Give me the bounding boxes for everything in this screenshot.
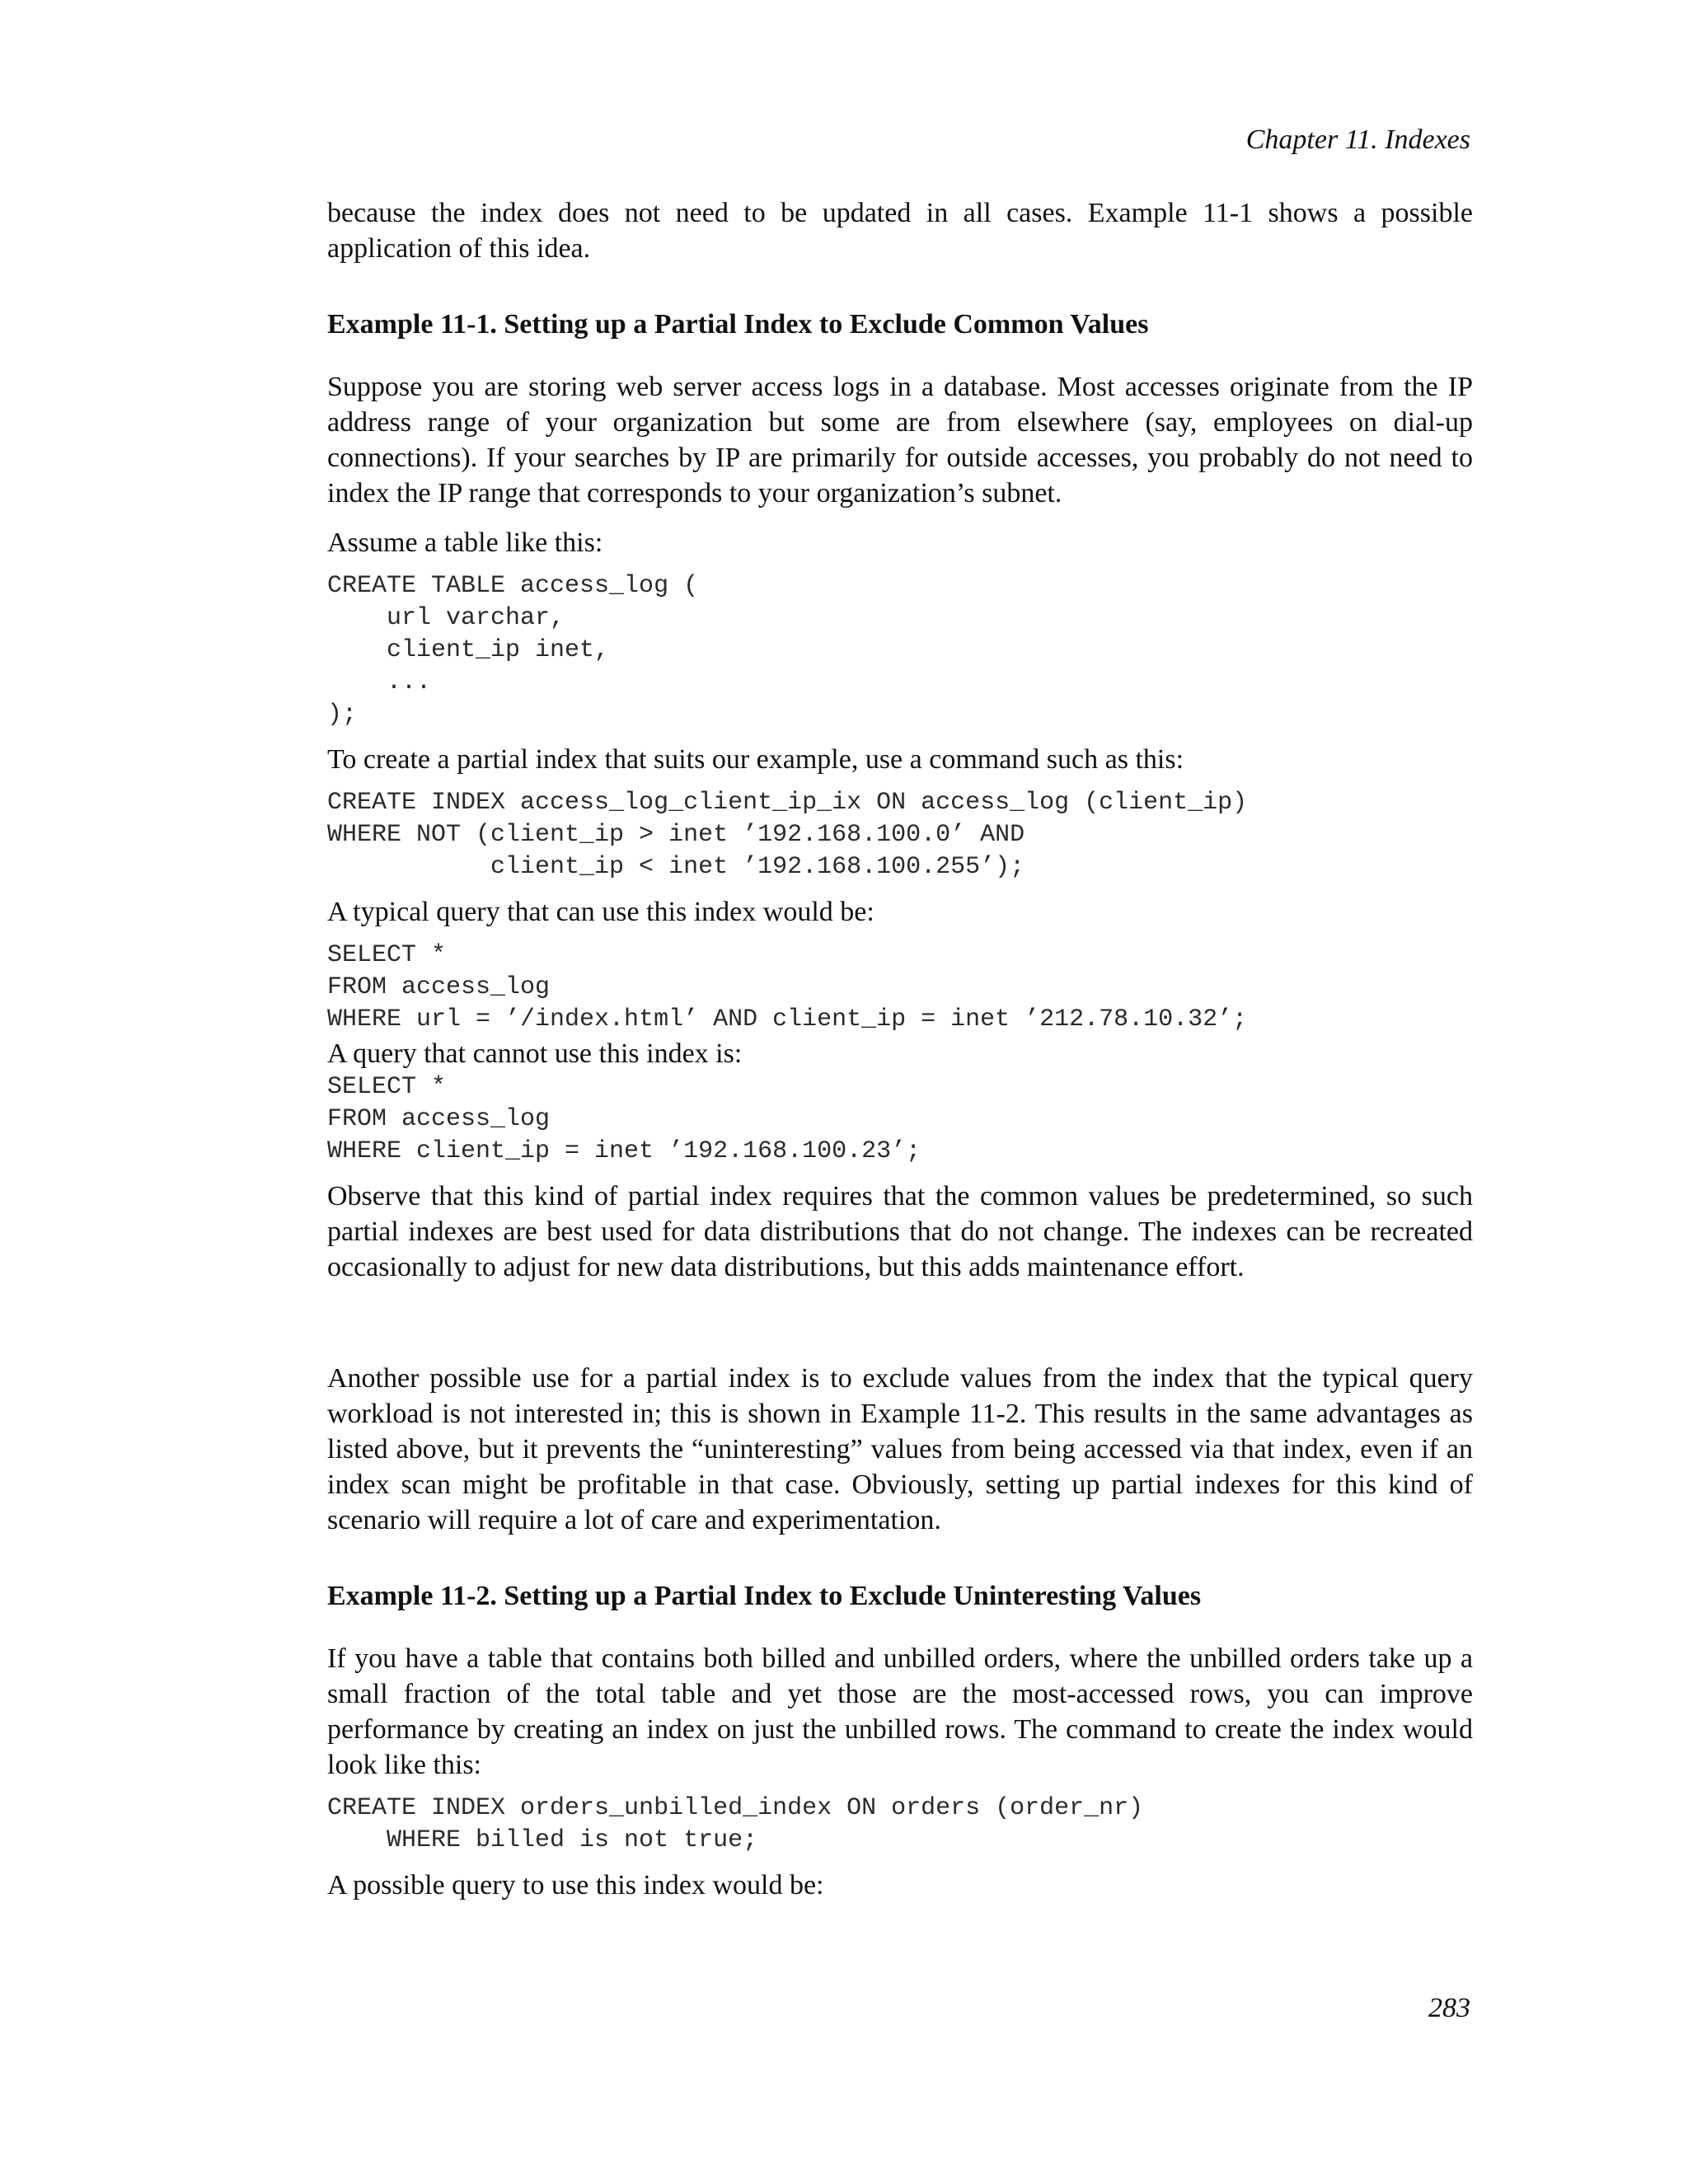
page-number: 283 (1428, 1993, 1470, 2023)
page-content (327, 195, 1473, 1903)
example-11-1-paragraph-4: A typical query that can use this index would be: (327, 897, 874, 927)
middle-paragraph: Another possible use for a partial index is to exclude values from the index that the typical query workload is not interested in; this is shown in Example 11-2. This results in the same advantages as listed above, but it prevents the “uninteresting” values from being accessed via that index, even if an index scan might be profitable in that case. Obviously, setting up partial indexes for this kind of scenario will require a lot of care and experimentation. (327, 1363, 1473, 1535)
example-11-1-paragraph-6: Observe that this kind of partial index requires that the common values be predetermined, so such partial indexes are best used for data distributions that do not change. The indexes can be recreated occasionally to adjust for new data distributions, but this adds maintenance effort. (327, 1181, 1473, 1282)
code-typical-query: SELECT * FROM access_log WHERE url = ’/index.html’ AND client_ip = inet ’212.78.10.32’; (327, 941, 1248, 1033)
example-11-1-paragraph-2: Assume a table like this: (327, 527, 603, 558)
code-create-partial-index: CREATE INDEX orders_unbilled_index ON orders (order_nr) WHERE billed is not true; (327, 1794, 1144, 1854)
example-11-1-title: Example 11-1. Setting up a Partial Index to Exclude Common Values (327, 309, 1149, 340)
example-11-1-paragraph-5: A query that cannot use this index is: (327, 1038, 743, 1069)
example-11-2 (327, 1578, 1473, 1903)
example-11-2-paragraph-1: If you have a table that contains both billed and unbilled orders, where the unbilled orders take up a small fraction of the total table and yet those are the most-accessed rows, you can improve performance by creating an index on just the unbilled rows. The command to create the index would look like this: (327, 1643, 1473, 1780)
intro-paragraph: because the index does not need to be updated in all cases. Example 11-1 shows a possible application of this idea. (327, 198, 1473, 264)
chapter-header: Chapter 11. Indexes (1245, 124, 1470, 155)
example-11-1-paragraph-1: Suppose you are storing web server access logs in a database. Most accesses originate from the IP address range of your organization but some are from elsewhere (say, employees on dial-up connections). If your searches by IP are primarily for outside accesses, you probably do not need to index the IP range that corresponds to your organization’s subnet. (327, 372, 1473, 509)
code-create-table: CREATE TABLE access_log ( url varchar, client_ip inet, ... ); (327, 572, 699, 729)
example-11-2-title: Example 11-2. Setting up a Partial Index to Exclude Uninteresting Values (327, 1581, 1202, 1611)
code-create-index: CREATE INDEX access_log_client_ip_ix ON access_log (client_ip) WHERE NOT (client_ip > inet ’192.168.100.0’ AND client_ip < inet ’192.168.100.255’); (327, 789, 1248, 881)
example-11-1-paragraph-3: To create a partial index that suits our example, use a command such as this: (327, 744, 1184, 775)
example-11-1 (327, 307, 1473, 1285)
example-11-2-paragraph-2: A possible query to use this index would be: (327, 1870, 824, 1900)
code-non-using-query: SELECT * FROM access_log WHERE client_ip = inet ’192.168.100.23’; (327, 1073, 921, 1165)
